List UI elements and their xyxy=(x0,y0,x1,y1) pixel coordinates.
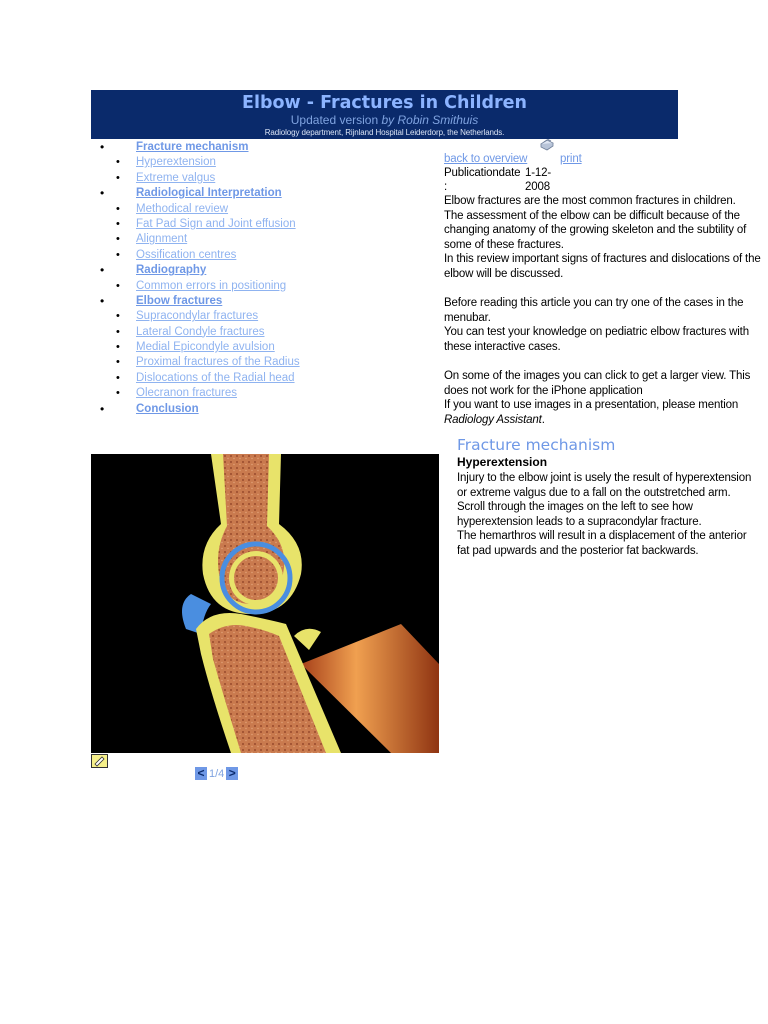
toc-link[interactable]: Hyperextension xyxy=(136,156,216,169)
toc-item xyxy=(96,309,416,324)
toc-item xyxy=(96,232,416,247)
toc-link[interactable]: Fracture mechanism xyxy=(136,141,249,153)
toc-link[interactable]: Radiological Interpretation xyxy=(136,187,282,200)
toc-link[interactable]: Lateral Condyle fractures xyxy=(136,325,265,338)
text-line: these interactive cases. xyxy=(444,340,561,353)
text-line: The assessment of the elbow can be difficult because of the xyxy=(444,209,740,222)
toc-link[interactable]: Proximal fractures of the Radius xyxy=(136,356,300,369)
text-line: Injury to the elbow joint is usely the result of hyperextension xyxy=(457,472,752,484)
bullet: • xyxy=(116,279,120,292)
updated-label: Updated version xyxy=(290,113,382,127)
enlarge-icon[interactable] xyxy=(91,754,108,768)
credit-line xyxy=(444,413,768,428)
toc-link[interactable]: Ossification centres xyxy=(136,248,237,261)
publication-date xyxy=(444,166,768,194)
toc-link[interactable]: Conclusion xyxy=(136,402,199,415)
toc-link[interactable]: Olecranon fractures xyxy=(136,387,237,400)
toc-link[interactable]: Extreme valgus xyxy=(136,171,216,184)
toc-item xyxy=(96,155,416,170)
credit-period: . xyxy=(541,413,545,426)
bullet: • xyxy=(100,401,105,416)
text-line: does not work for the iPhone application xyxy=(444,384,643,397)
bullet: • xyxy=(100,293,105,308)
intro-paragraph-3 xyxy=(444,296,768,354)
toc-link[interactable]: Fat Pad Sign and Joint effusion xyxy=(136,217,296,230)
text-line: hyperextension leads to a supracondylar fracture. xyxy=(457,515,702,528)
toc-link[interactable]: Methodical review xyxy=(136,202,229,215)
page-banner xyxy=(91,90,678,139)
author-name: by Robin Smithuis xyxy=(381,113,479,127)
bullet: • xyxy=(116,325,120,338)
text-line: fat pad upwards and the posterior fat backwards. xyxy=(457,544,699,557)
pub-date-part2: 2008 xyxy=(525,181,550,193)
toc-item xyxy=(96,263,416,278)
elbow-image-viewer[interactable] xyxy=(91,454,439,753)
image-counter: 1/4 xyxy=(209,767,225,780)
toc-item xyxy=(96,402,416,417)
toc-item xyxy=(96,279,416,294)
bullet: • xyxy=(116,341,120,354)
toc-link[interactable]: Medial Epicondyle avulsion xyxy=(136,341,275,354)
bullet: • xyxy=(116,371,120,384)
image-pager xyxy=(195,767,238,781)
credit-radiology-assistant: Radiology Assistant xyxy=(444,413,542,426)
bullet: • xyxy=(100,263,105,278)
toc-link[interactable]: Alignment xyxy=(136,233,188,246)
toc-item xyxy=(96,140,416,155)
pub-date-part1: 1-12- xyxy=(525,167,552,179)
back-to-overview-link[interactable]: back to overview xyxy=(444,153,528,165)
toc-item xyxy=(96,186,416,201)
toc-item xyxy=(96,217,416,232)
text-line: Before reading this article you can try one of the cases in the xyxy=(444,297,744,310)
bullet: • xyxy=(116,171,120,184)
pub-label-colon: : xyxy=(444,181,448,193)
table-of-contents xyxy=(96,140,416,417)
text-line: elbow will be discussed. xyxy=(444,267,564,280)
intro-paragraph-4 xyxy=(444,369,768,427)
department-line: Radiology department, Rijnland Hospital Leiderdorp, the Netherlands. xyxy=(264,128,505,137)
page-title: Elbow - Fractures in Children xyxy=(242,93,527,113)
bullet: • xyxy=(100,186,105,201)
toc-item xyxy=(96,325,416,340)
toc-item xyxy=(96,294,416,309)
banner-subtitle xyxy=(91,114,678,127)
elbow-illustration xyxy=(91,454,439,753)
text-line: You can test your knowledge on pediatric elbow fractures with xyxy=(444,326,749,339)
text-line: menubar. xyxy=(444,311,491,324)
text-line: Scroll through the images on the left to see how xyxy=(457,501,693,514)
toc-item xyxy=(96,386,416,401)
previous-image-button[interactable]: < xyxy=(195,767,207,780)
bullet: • xyxy=(116,202,120,215)
bullet: • xyxy=(116,356,120,369)
bullet: • xyxy=(116,233,120,246)
pub-label: Publicationdate xyxy=(444,167,521,179)
toc-link[interactable]: Dislocations of the Radial head xyxy=(136,371,295,384)
text-line: or extreme valgus due to a fall on the outstretched arm. xyxy=(457,486,731,499)
print-link[interactable]: print xyxy=(560,153,582,165)
bullet: • xyxy=(116,310,120,323)
next-image-button[interactable]: > xyxy=(226,767,238,780)
print-icon[interactable] xyxy=(538,138,556,152)
toc-item xyxy=(96,248,416,263)
capitellum-marrow xyxy=(234,556,278,600)
toc-link[interactable]: Radiography xyxy=(136,264,207,277)
toc-item xyxy=(96,371,416,386)
intro-paragraph-2 xyxy=(444,252,768,281)
section-subtitle: Hyperextension xyxy=(457,455,548,469)
bullet: • xyxy=(116,217,120,230)
bullet: • xyxy=(100,140,105,154)
toc-item xyxy=(96,340,416,355)
fracture-mechanism-section xyxy=(457,436,768,559)
toc-item xyxy=(96,355,416,370)
bullet: • xyxy=(116,248,120,261)
section-title: Fracture mechanism xyxy=(457,436,616,454)
toc-item xyxy=(96,202,416,217)
text-line: The hemarthros will result in a displacement of the anterior xyxy=(457,530,747,543)
text-line: changing anatomy of the growing skeleton and the subtility of xyxy=(444,224,747,237)
text-line: In this review important signs of fractures and dislocations of the xyxy=(444,253,761,266)
bullet: • xyxy=(116,156,120,169)
toc-link[interactable]: Common errors in positioning xyxy=(136,279,287,292)
toc-item xyxy=(96,171,416,186)
text-line: On some of the images you can click to get a larger view. This xyxy=(444,370,751,383)
intro-paragraph-1 xyxy=(444,194,768,252)
text-line: some of these fractures. xyxy=(444,238,564,251)
intro-column xyxy=(444,152,768,428)
section-body xyxy=(457,471,768,559)
toc-link[interactable]: Elbow fractures xyxy=(136,294,223,307)
toc-link[interactable]: Supracondylar fractures xyxy=(136,310,259,323)
text-line: Elbow fractures are the most common fractures in children. xyxy=(444,195,736,207)
text-line: If you want to use images in a presentation, please mention xyxy=(444,399,739,412)
bullet: • xyxy=(116,387,120,400)
